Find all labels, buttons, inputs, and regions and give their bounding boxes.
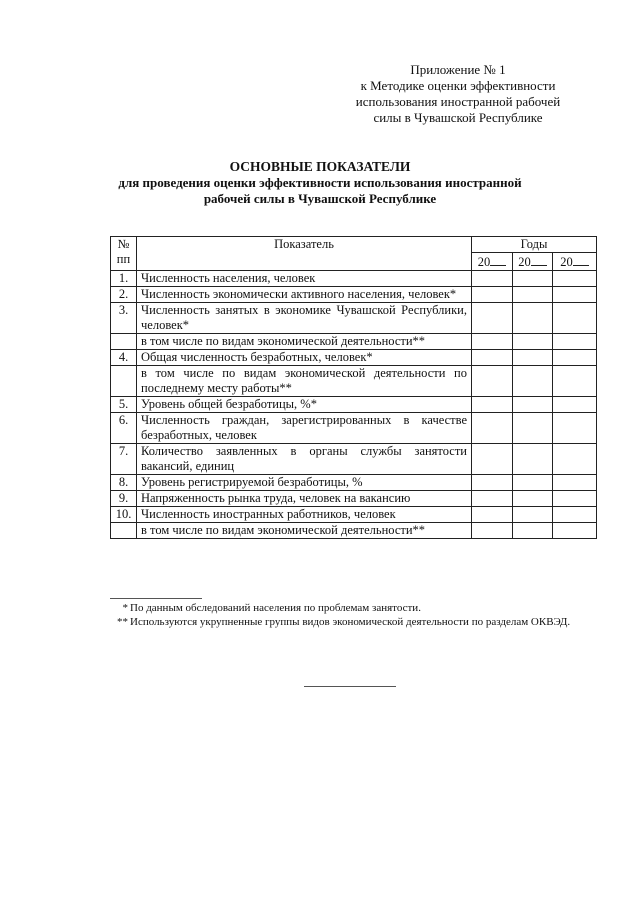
row-number [111,523,137,539]
footnote-divider [110,598,202,599]
table-row [111,491,597,507]
row-year-value-cell [553,475,597,491]
footnote-mark: * [122,602,128,614]
row-year-value-cell [472,366,513,397]
table-row [111,271,597,287]
row-year-value-cell [513,350,553,366]
row-number: 9. [111,491,137,507]
row-year-value-cell [472,287,513,303]
row-indicator: Численность иностранных работников, человек [137,507,472,523]
row-year-value-cell [513,444,553,475]
row-indicator: в том числе по видам экономической деятельности** [137,334,472,350]
row-year-value-cell [513,523,553,539]
row-number: 5. [111,397,137,413]
row-year-value-cell [472,334,513,350]
row-indicator: Численность населения, человек [137,271,472,287]
table-row [111,507,597,523]
row-year-value-cell [553,507,597,523]
table-row [111,523,597,539]
row-year-value-cell [472,491,513,507]
row-year-value-cell [553,413,597,444]
row-year-value-cell [553,366,597,397]
table-row [111,350,597,366]
year-blank-line [573,253,589,266]
row-year-value-cell [553,271,597,287]
row-year-value-cell [553,397,597,413]
table-row [111,287,597,303]
header-indicator: Показатель [137,237,472,271]
row-year-value-cell [513,413,553,444]
row-indicator: в том числе по видам экономической деятельности** [137,523,472,539]
row-number: 2. [111,287,137,303]
title-heading: ОСНОВНЫЕ ПОКАЗАТЕЛИ [229,159,411,174]
row-indicator: Численность граждан, зарегистрированных в качестве безработных, человек [137,413,472,444]
row-year-value-cell [513,507,553,523]
year-blank-line [490,253,506,266]
row-indicator: в том числе по видам экономической деятельности по последнему месту работы** [137,366,472,397]
row-year-value-cell [513,303,553,334]
table-row [111,366,597,397]
row-year-value-cell [553,491,597,507]
table-row [111,413,597,444]
header-num-symbol: № [117,237,130,251]
header-year-cell [513,253,553,271]
row-year-value-cell [513,334,553,350]
row-indicator: Уровень общей безработицы, %* [137,397,472,413]
row-year-value-cell [472,444,513,475]
header-num [111,237,137,271]
row-indicator: Количество заявленных в органы службы занятости вакансий, единиц [137,444,472,475]
row-year-value-cell [513,287,553,303]
footnote-mark: ** [117,616,128,628]
row-year-value-cell [513,475,553,491]
row-year-value-cell [553,303,597,334]
document-title [100,159,540,207]
row-year-value-cell [513,366,553,397]
row-number: 3. [111,303,137,334]
row-year-value-cell [553,444,597,475]
year-prefix: 20 [477,255,491,269]
year-blank-line [531,253,547,266]
row-number: 6. [111,413,137,444]
row-year-value-cell [513,491,553,507]
table-header-row [111,237,597,253]
appendix-line: силы в Чувашской Республике [373,110,543,125]
row-year-value-cell [472,271,513,287]
table-row [111,475,597,491]
title-subheading-line: для проведения оценки эффективности использования иностранной [118,175,522,190]
table-row [111,397,597,413]
row-indicator: Напряженность рынка труда, человек на вакансию [137,491,472,507]
row-year-value-cell [513,397,553,413]
appendix-line: использования иностранной рабочей [355,94,561,109]
row-indicator: Численность экономически активного населения, человек* [137,287,472,303]
row-number: 4. [111,350,137,366]
row-number: 7. [111,444,137,475]
row-number: 1. [111,271,137,287]
appendix-line: Приложение № 1 [410,62,506,77]
table-row [111,303,597,334]
appendix-header [328,62,588,126]
row-year-value-cell [472,523,513,539]
row-number [111,366,137,397]
row-year-value-cell [553,334,597,350]
table-row [111,334,597,350]
table-row [111,444,597,475]
end-divider [304,686,396,687]
footnote [110,602,596,615]
appendix-line: к Методике оценки эффективности [360,78,556,93]
row-year-value-cell [553,350,597,366]
footnote-text: По данным обследований населения по проблемам занятости. [130,602,421,614]
indicators-table [110,236,597,539]
row-year-value-cell [472,397,513,413]
header-year-cell [472,253,513,271]
row-year-value-cell [472,303,513,334]
row-year-value-cell [472,475,513,491]
header-year-cell [553,253,597,271]
year-prefix: 20 [560,255,573,269]
row-number: 8. [111,475,137,491]
row-indicator: Общая численность безработных, человек* [137,350,472,366]
row-year-value-cell [472,507,513,523]
row-year-value-cell [553,287,597,303]
footnotes [110,602,596,630]
title-subheading-line: рабочей силы в Чувашской Республике [203,191,437,206]
header-years: Годы [472,237,597,253]
footnote [110,616,596,629]
year-prefix: 20 [518,255,531,269]
header-num-abbr: пп [116,252,131,266]
footnote-text: Используются укрупненные группы видов экономической деятельности по разделам ОКВЭД. [130,616,571,628]
row-year-value-cell [472,350,513,366]
row-indicator: Уровень регистрируемой безработицы, % [137,475,472,491]
row-number [111,334,137,350]
row-year-value-cell [513,271,553,287]
row-indicator: Численность занятых в экономике Чувашской Республики, человек* [137,303,472,334]
row-year-value-cell [553,523,597,539]
table-body [111,271,597,539]
row-number: 10. [111,507,137,523]
row-year-value-cell [472,413,513,444]
